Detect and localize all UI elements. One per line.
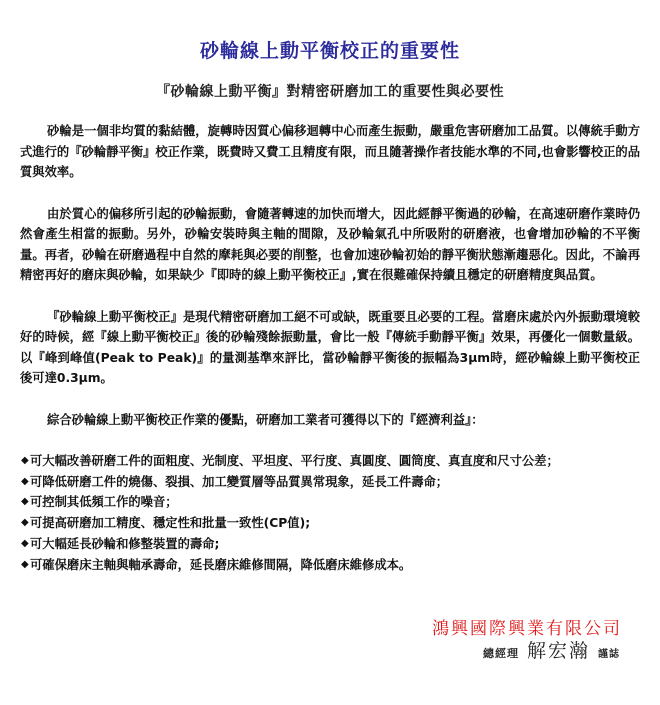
signature-closing: 謹誌 [598,649,620,660]
benefit-text: 可大幅延長砂輪和修整裝置的壽命; [30,536,220,551]
signer-name: 解宏瀚 [526,640,590,662]
signature-block [483,636,620,663]
list-item [20,492,640,513]
benefits-list [20,451,640,575]
benefit-text: 可確保磨床主軸與軸承壽命，延長磨床維修間隔，降低磨床維修成本。 [30,557,412,572]
diamond-bullet-icon: ◆ [21,496,29,508]
list-item [20,534,640,555]
signer-role: 總經理 [482,647,519,660]
list-item [20,555,640,576]
benefit-text: 可提高研磨加工精度、穩定性和批量一致性(CP值); [30,516,311,531]
paragraph-online-balancing: 『砂輪線上動平衡校正』是現代精密研磨加工絕不可或缺，既重要且必要的工程。當磨床處於內外振動環境較好的時候，經『線上動平衡校正』後的砂輪殘餘振動量，會比一般『傳統手動靜平衡』效果，再優化一個數量級。以『峰到峰值(Peak to Peak)』的量測基準來評比，當砂輪靜平衡後的振幅為3μm時，經砂輪線上動平衡校正後可達0.3μm。 [20,309,640,385]
list-item [20,451,640,472]
diamond-bullet-icon: ◆ [21,558,29,570]
list-item [20,472,640,493]
diamond-bullet-icon: ◆ [21,537,29,549]
page-subtitle: 『砂輪線上動平衡』對精密研磨加工的重要性與必要性 [156,84,504,100]
diamond-bullet-icon: ◆ [21,517,29,529]
benefit-text: 可控制其低頻工作的噪音； [30,495,178,510]
paragraph-vibration: 由於質心的偏移所引起的砂輪振動，會隨著轉速的加快而增大，因此經靜平衡過的砂輪，在高速研磨作業時仍然會產生相當的振動。另外，砂輪安裝時與主軸的間隙，及砂輪氣孔中所吸附的研磨液，也會增加砂輪的不平衡量。再者，砂輪在研磨過程中自然的摩耗與必要的削整，也會加速砂輪初始的靜平衡狀態漸趨惡化。因此，不論再精密再好的磨床與砂輪，如果缺少『即時的線上動平衡校正』,實在很難確保持續且穩定的研磨精度與品質。 [20,206,640,282]
article-body [20,121,640,575]
paragraph-benefits-intro: 綜合砂輪線上動平衡校正作業的優點，研磨加工業者可獲得以下的『經濟利益』： [47,412,484,427]
page-title: 砂輪線上動平衡校正的重要性 [199,40,460,62]
benefit-text: 可降低研磨工件的燒傷、裂損、加工變質層等品質異常現象，延長工件壽命； [30,474,449,489]
diamond-bullet-icon: ◆ [21,475,29,487]
paragraph-intro: 砂輪是一個非均質的黏結體，旋轉時因質心偏移迴轉中心而產生振動，嚴重危害研磨加工品質。以傳統手動方式進行的『砂輪靜平衡』校正作業，既費時又費工且精度有限，而且隨著操作者技能水準的不同,也會影響校正的品質與效率。 [20,124,640,179]
company-name: 鴻興國際興業有限公司 [432,619,622,639]
diamond-bullet-icon: ◆ [21,455,29,466]
list-item [20,513,640,534]
benefit-text: 可大幅改善研磨工件的面粗度、光制度、平坦度、平行度、真圓度、圓筒度、真直度和尺寸公差； [30,454,559,468]
